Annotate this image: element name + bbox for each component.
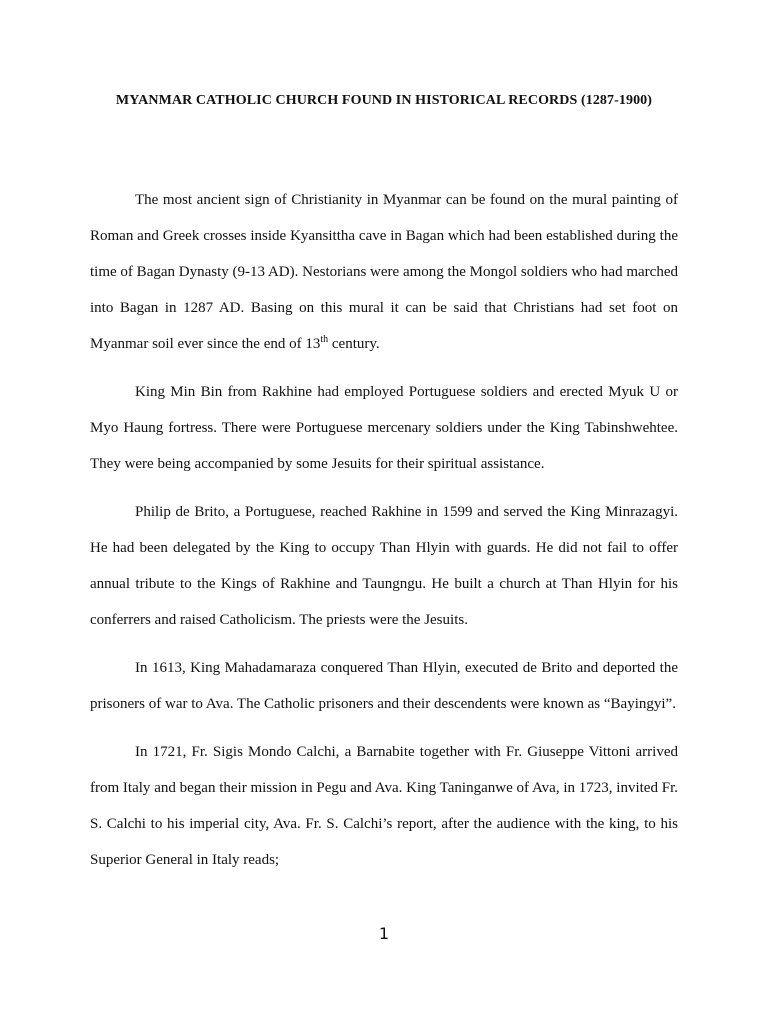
document-title: MYANMAR CATHOLIC CHURCH FOUND IN HISTORICAL RECORDS (1287-1900): [115, 93, 653, 108]
page-number: 1: [378, 924, 390, 943]
paragraph-1-end: century.: [328, 336, 380, 352]
paragraph-2: King Min Bin from Rakhine had employed Portuguese soldiers and erected Myuk U or Myo Haung fortress. There were Portuguese mercenary soldiers under the King Tabinshwehtee. They were being accompanied by some Jesuits for their spiritual assistance.: [90, 384, 678, 472]
paragraph-4: In 1613, King Mahadamaraza conquered Than Hlyin, executed de Brito and deported the prisoners of war to Ava. The Catholic prisoners and their descendents were known as “Bayingyi”.: [90, 660, 678, 712]
ordinal-suffix: th: [320, 334, 329, 345]
paragraph-1: [90, 182, 678, 362]
paragraph-5: In 1721, Fr. Sigis Mondo Calchi, a Barnabite together with Fr. Giuseppe Vittoni arrived from Italy and began their mission in Pegu and Ava. King Taninganwe of Ava, in 1723, invited Fr. S. Calchi to his imperial city, Ava. Fr. S. Calchi’s report, after the audience with the king, to his Superior General in Italy reads;: [90, 744, 678, 868]
paragraph-1-text: The most ancient sign of Christianity in Myanmar can be found on the mural painting of Roman and Greek crosses inside Kyansittha cave in Bagan which had been established during the time of Bagan Dynasty (9-13 AD). Nestorians were among the Mongol soldiers who had marched into Bagan in 1287 AD. Basing on this mural it can be said that Christians had set foot on Myanmar soil ever since the end of 13: [90, 192, 678, 352]
document-body: [90, 182, 678, 878]
paragraph-3: Philip de Brito, a Portuguese, reached Rakhine in 1599 and served the King Minrazagyi. He had been delegated by the King to occupy Than Hlyin with guards. He did not fail to offer annual tribute to the Kings of Rakhine and Taungngu. He built a church at Than Hlyin for his conferrers and raised Catholicism. The priests were the Jesuits.: [90, 504, 678, 628]
